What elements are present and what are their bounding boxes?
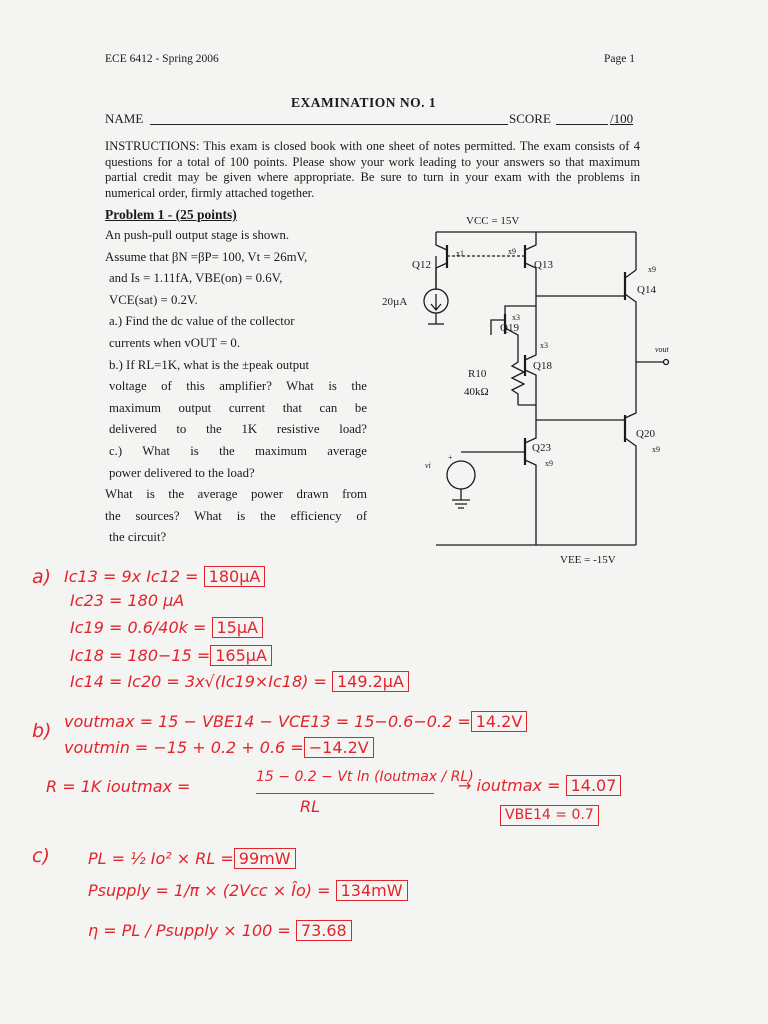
problem-line: currents when vOUT = 0. [109, 335, 241, 350]
q20-transistor [625, 395, 636, 545]
vout-node [664, 360, 669, 365]
ground-icon [452, 489, 470, 508]
q23-scale: x9 [545, 459, 553, 468]
hw-answer-box: 14.2V [471, 711, 528, 732]
hw-answer-box: 134mW [336, 880, 408, 901]
hw-b3-denominator: RL [300, 797, 321, 816]
problem-line: the circuit? [109, 530, 167, 545]
problem-line: VCE(sat) = 0.2V. [109, 292, 198, 307]
isrc-label: 20µA [382, 296, 408, 308]
q18-transistor [525, 350, 536, 405]
vout-label: vout [655, 345, 669, 354]
q14-label: Q14 [637, 284, 656, 296]
hw-b3-lhs: R = 1K ioutmax = [46, 777, 191, 796]
q19-scale: x3 [512, 313, 520, 322]
q18-label: Q18 [533, 360, 552, 372]
r10-resistor [512, 350, 524, 405]
current-arrow [431, 294, 441, 310]
problem-line: maximum output current that can be [109, 400, 367, 415]
hw-part-a-label: a) [32, 566, 52, 588]
q12-label: Q12 [412, 259, 431, 271]
vee-label: VEE = -15V [560, 554, 616, 566]
hw-b3-result: → ioutmax = 14.07 [458, 775, 621, 796]
problem-line: An push-pull output stage is shown. [105, 228, 290, 242]
hw-a2: Ic23 = 180 µA [70, 591, 185, 610]
hw-answer-box: 165µA [210, 645, 272, 666]
name-label: NAME [105, 111, 144, 126]
hw-c3: η = PL / Psupply × 100 = 73.68 [88, 920, 352, 941]
score-label: SCORE [509, 111, 551, 126]
problem-line: b.) If RL=1K, what is the ±peak output [109, 357, 310, 372]
vi-label: vi [425, 461, 431, 470]
q18-scale: x3 [540, 341, 548, 350]
hw-answer-box: 73.68 [296, 920, 352, 941]
hw-b4 [500, 805, 599, 826]
hw-answer-box: 14.07 [566, 775, 622, 796]
problem-line: power delivered to the load? [109, 465, 255, 480]
hw-fraction-bar [256, 793, 434, 794]
problem-line: Assume that βN =βP= 100, Vt = 26mV, [105, 249, 308, 264]
q12-scale: x1 [456, 249, 464, 258]
hw-b1: voutmax = 15 − VBE14 − VCE13 = 15−0.6−0.2 = 14.2V [64, 711, 527, 732]
hw-b2: voutmin = −15 + 0.2 + 0.6 = −14.2V [64, 737, 374, 758]
q23-label: Q23 [532, 442, 551, 454]
vi-source [447, 461, 475, 489]
hw-b3-numerator: 15 − 0.2 − Vt ln (Ioutmax / RL) [256, 769, 474, 785]
hw-a1: Ic13 = 9x Ic12 = 180µA [64, 566, 265, 587]
q19-label: Q19 [500, 322, 519, 334]
q12-transistor [436, 232, 447, 290]
hw-part-b-label: b) [32, 720, 52, 742]
hw-answer-box: 180µA [204, 566, 266, 587]
problem-line: c.) What is the maximum average [109, 443, 367, 458]
problem-line: voltage of this amplifier? What is the [109, 379, 367, 394]
q14-emitter [625, 270, 636, 395]
problem-line: the sources? What is the efficiency of [105, 508, 367, 523]
hw-c2: Psupply = 1/π × (2Vcc × Îo) = 134mW [88, 880, 408, 901]
q13-label: Q13 [534, 259, 553, 271]
hw-part-c-label: c) [32, 845, 50, 867]
q13-scale: x9 [508, 247, 516, 256]
q14-scale: x9 [648, 265, 656, 274]
hw-a3: Ic19 = 0.6/40k = 15µA [70, 617, 263, 638]
problem-line: a.) Find the dc value of the collector [109, 314, 295, 329]
hw-a4: Ic18 = 180−15 = 165µA [70, 645, 272, 666]
hw-answer-box: 15µA [212, 617, 263, 638]
problem-line: What is the average power drawn from [105, 487, 367, 502]
r10-label: R10 [468, 368, 487, 380]
hw-answer-box: 99mW [234, 848, 296, 869]
course-label: ECE 6412 - Spring 2006 [105, 53, 219, 65]
hw-answer-box: −14.2V [304, 737, 374, 758]
page-number: Page 1 [604, 53, 635, 65]
exam-title: EXAMINATION NO. 1 [291, 95, 437, 110]
vcc-label: VCC = 15V [466, 215, 520, 227]
instructions: INSTRUCTIONS: This exam is closed book with one sheet of notes permitted. The exam consists of 4 questions for a total of 100 points. Please show your work leading to your answers so that maximum partial credit may be given where appropriate. Be sure to turn in your exam with the problems in numerical order, firmly attached together. [105, 139, 640, 200]
problem-title: Problem 1 - (25 points) [105, 207, 237, 222]
hw-answer-box: VBE14 = 0.7 [500, 805, 599, 826]
q20-scale: x9 [652, 445, 660, 454]
vi-plus: + [448, 453, 453, 462]
hw-c1: PL = ½ Io² × RL = 99mW [88, 848, 296, 869]
problem-line: delivered to the 1K resistive load? [109, 422, 367, 437]
r10-value: 40kΩ [464, 386, 489, 398]
hw-a5: Ic14 = Ic20 = 3x√(Ic19×Ic18) = 149.2µA [70, 671, 409, 692]
problem-line: and Is = 1.11fA, VBE(on) = 0.6V, [109, 271, 283, 286]
hw-answer-box: 149.2µA [332, 671, 409, 692]
q20-label: Q20 [636, 428, 655, 440]
score-total: /100 [610, 111, 634, 126]
